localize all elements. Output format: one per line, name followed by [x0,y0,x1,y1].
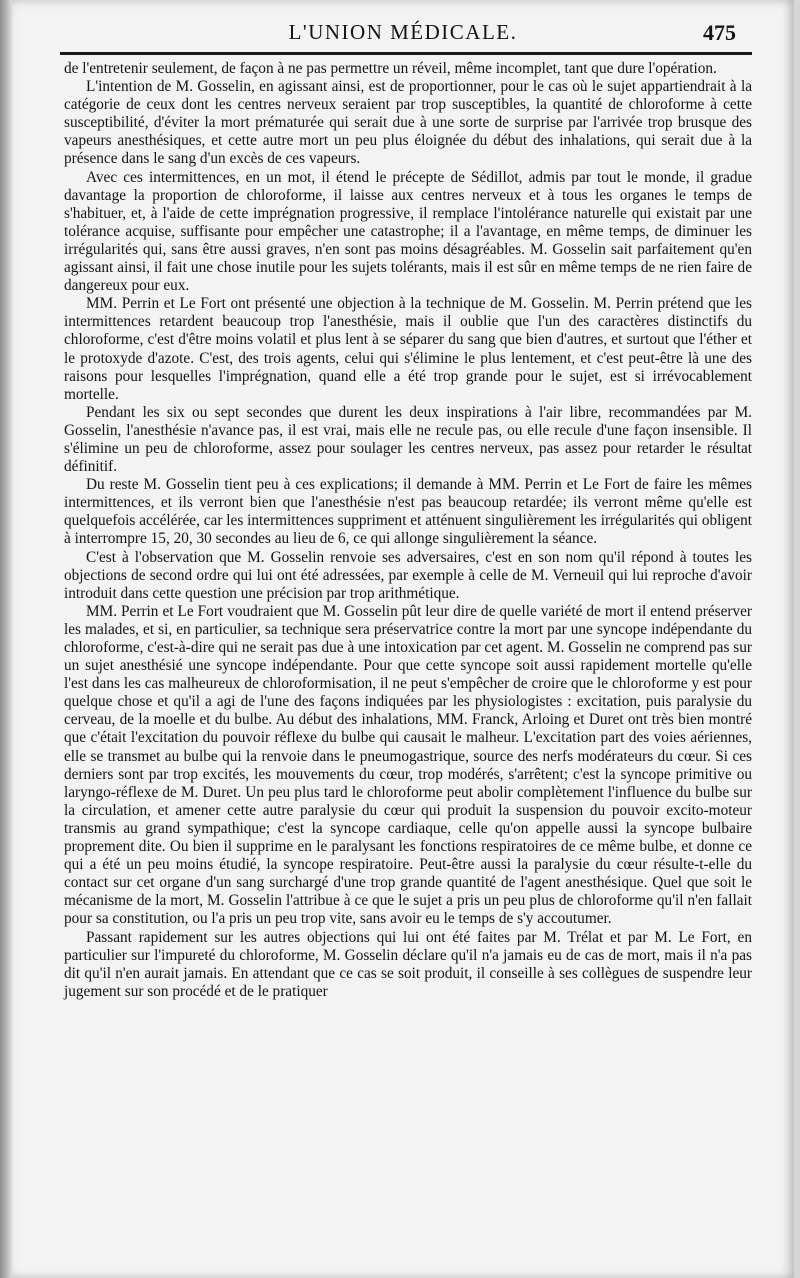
paragraph-objection: MM. Perrin et Le Fort ont présenté une objection à la technique de M. Gosselin. M. Perrin prétend que les intermittences retardent beaucoup trop l'anesthésie, mais il oublie que l'un des caractères distinctifs du chloroforme, c'est d'être moins volatil et plus lent à se séparer du sang que bien d'autres, et surtout que l'éther et le protoxyde d'azote. C'est, des trois agents, celui qui s'élimine le plus lentement, et c'est peut-être là une des raisons pour lesquelles l'imprégnation, quand elle a été trop grande pour le sujet, est si irrévocablement mortelle. [64,295,752,403]
paragraph-inspirations: Pendant les six ou sept secondes que durent les deux inspirations à l'air libre, recommandées par M. Gosselin, l'anesthésie n'avance pas, il est vrai, mais elle ne recule pas, ou elle recule d'une façon insensible. Il s'élimine un peu de chloroforme, assez pour soulager les centres nerveux, pas assez pour retarder le résultat définitif. [64,403,752,476]
document-page [12,0,794,1278]
running-head: L'UNION MÉDICALE. [288,20,518,44]
paragraph-continuation: de l'entretenir seulement, de façon à ne pas permettre un réveil, même incomplet, tant que dure l'opération. [64,60,717,77]
header-rule [60,52,752,55]
paragraph-observation: C'est à l'observation que M. Gosselin renvoie ses adversaires, c'est en son nom qu'il répond à toutes les objections de second ordre qui lui ont été adressées, par exemple à celle de M. Verneuil qui lui reproche d'avoir introduit dans cette question une précision par trop arithmétique. [64,548,752,602]
paragraph-intermittences: Avec ces intermittences, en un mot, il étend le précepte de Sédillot, admis par tout le monde, il gradue davantage la proportion de chloroforme, il laisse aux centres nerveux et à tous les organes le temps de s'habituer, et, à l'aide de cette imprégnation progressive, il remplace l'intolérance naturelle qui existait par une tolérance acquise, suffisante pour empêcher une catastrophe; il a l'avantage, en même temps, de diminuer les irrégularités qui, sans être aussi graves, n'en sont pas moins désagréables. M. Gosselin sait parfaitement qu'en agissant ainsi, il fait une chose inutile pour les sujets tolérants, mais il est sûr en même temps de ne rien faire de dangereux pour eux. [64,168,752,295]
paragraph-syncope: MM. Perrin et Le Fort voudraient que M. Gosselin pût leur dire de quelle variété de mort il entend préserver les malades, et si, en particulier, sa technique sera préservatrice contre la mort par une syncope indépendante du chloroforme, c'est-à-dire qui ne serait pas due à une intoxication par cet agent. M. Gosselin ne comprend pas sur un sujet anesthésié une syncope indépendante. Pour que cette syncope soit aussi rapidement mortelle qu'elle l'est dans les cas malheureux de chloroformisation, il ne peut s'empêcher de croire que le chloroforme y est pour quelque chose et qu'il a agi de l'une des façons indiquées par les physiologistes : excitation, puis paralysie du cerveau, de la moelle et du bulbe. Au début des inhalations, MM. Franck, Arloing et Duret ont très bien montré que c'était l'excitation du pouvoir réflexe du bulbe qui causait le malheur. L'excitation part des voies aériennes, elle se transmet au bulbe qui la renvoie dans le pneumogastrique, source des nerfs modérateurs du cœur. Si ces derniers sont par trop excités, les mouvements du cœur, trop modérés, s'arrêtent; c'est la syncope primitive ou laryngo-réflexe de M. Duret. Un peu plus tard le chloroforme peut abolir complètement l'influence du bulbe sur la circulation, et amener cette autre paralysie du cœur qui produit la suspension du pouvoir excito-moteur transmis au grand sympathique; c'est la syncope cardiaque, celle qu'on appelle aussi la syncope bulbaire proprement dite. Ou bien il supprime en le paralysant les fonctions respiratoires de ce même bulbe, et donne ce qui a été un peu moins étudié, la syncope respiratoire. Peut-être aussi la paralysie du cœur résulte-t-elle du contact sur cet organe d'un sang surchargé d'une trop grande quantité de l'agent anesthésique. Quel que soit le mécanisme de la mort, M. Gosselin l'attribue à ce que le sujet a pris un peu plus de chloroforme qu'il n'en fallait pour sa constitution, ou l'a pris un peu trop vite, sans avoir eu le temps de s'y accoutumer. [64,602,752,928]
paragraph-explanations: Du reste M. Gosselin tient peu à ces explications; il demande à MM. Perrin et Le Fort de faire les mêmes intermittences, et ils verront bien que l'anesthésie n'est pas beaucoup retardée; ils verront même qu'elle est quelquefois accélérée, car les intermittences suppriment et atténuent singulièrement les irrégularités qui obligent à interrompre 15, 20, 30 secondes au lieu de 6, ce qui allonge singulièrement la séance. [64,476,752,548]
paragraph-closing: Passant rapidement sur les autres objections qui lui ont été faites par M. Trélat et par M. Le Fort, en particulier sur l'impureté du chloroforme, M. Gosselin déclare qu'il n'a jamais eu de cas de mort, mais il n'a pas dit qu'il n'en aurait jamais. En attendant que ce cas se soit produit, il conseille à ses collègues de suspendre leur jugement sur son procédé et de le pratiquer [64,928,752,1000]
page-header [12,14,794,54]
body-text [64,60,752,1001]
page-number: 475 [703,20,736,45]
paragraph-intention: L'intention de M. Gosselin, en agissant ainsi, est de proportionner, pour le cas où le sujet appartiendrait à la catégorie de ceux dont les centres nerveux seraient par trop susceptibles, la quantité de chloroforme à cette susceptibilité, d'éviter la mort prématurée qui serait due à une sorte de surprise par l'arrivée trop brusque des vapeurs anesthésiques, et cette autre mort un peu plus éloignée du début des inhalations, qui serait due à la présence dans le sang d'un excès de ces vapeurs. [64,78,752,168]
